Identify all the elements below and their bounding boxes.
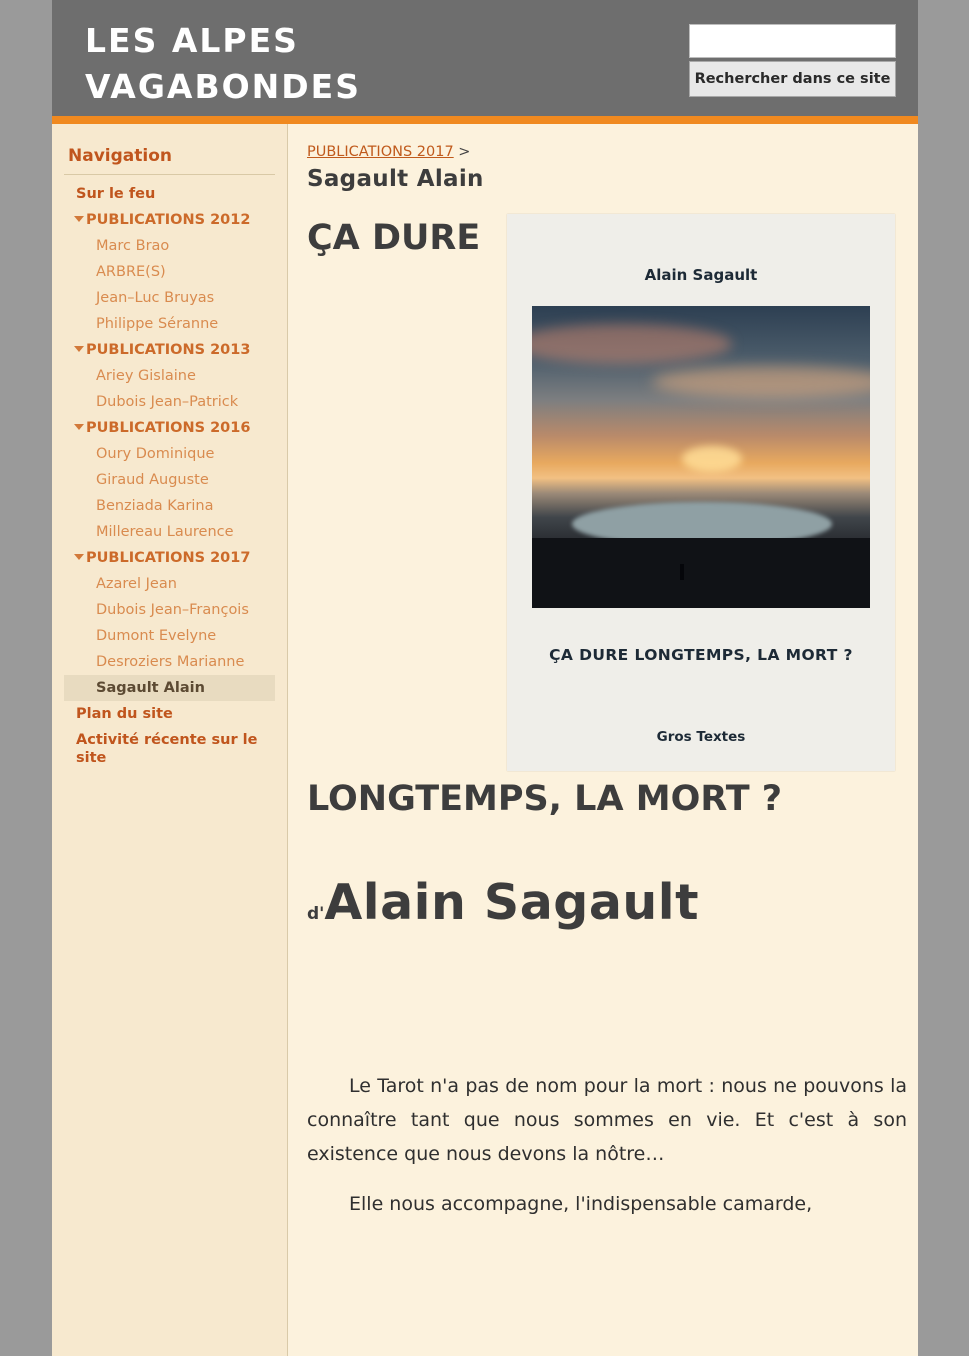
sidebar-item-label: Ariey Gislaine	[96, 368, 196, 384]
article-paragraph: Elle nous accompagne, l'indispensable camarde,	[349, 1193, 813, 1215]
cover-publisher: Gros Textes	[656, 729, 746, 745]
sidebar-item-label: PUBLICATIONS 2013	[86, 342, 251, 358]
breadcrumb-link-publications-2017[interactable]: PUBLICATIONS 2017	[307, 144, 454, 160]
book-cover-image	[507, 214, 895, 771]
site-title	[85, 18, 605, 110]
author-prefix: d'	[307, 904, 325, 924]
chevron-down-icon[interactable]	[74, 554, 84, 560]
sidebar-item-label: Benziada Karina	[96, 498, 214, 514]
sidebar-item-dumont-evelyne[interactable]	[64, 623, 275, 649]
breadcrumb	[307, 144, 900, 160]
sidebar-nav-list	[64, 181, 275, 771]
sidebar-item-marc-brao[interactable]	[64, 233, 275, 259]
sidebar-item-label: PUBLICATIONS 2012	[86, 212, 251, 228]
sidebar-item-label: ARBRE(S)	[96, 264, 166, 280]
chevron-down-icon[interactable]	[74, 346, 84, 352]
cover-artwork	[532, 306, 870, 608]
sidebar-item-label: PUBLICATIONS 2016	[86, 420, 251, 436]
sidebar-item-publications-2013[interactable]	[64, 337, 275, 363]
sidebar-item-sagault-alain[interactable]	[64, 675, 275, 701]
sidebar-item-label: Millereau Laurence	[96, 524, 234, 540]
sidebar-item-millereau-laurence[interactable]	[64, 519, 275, 545]
sidebar-item-publications-2012[interactable]	[64, 207, 275, 233]
sidebar-item-ariey-gislaine[interactable]	[64, 363, 275, 389]
site-title-line-2: VAGABONDES	[85, 67, 361, 106]
sidebar-item-label: Plan du site	[76, 706, 173, 722]
content-area	[52, 124, 918, 1356]
sidebar-item-label: Dubois Jean–Patrick	[96, 394, 239, 410]
sidebar-item-dubois-jean-patrick[interactable]	[64, 389, 275, 415]
article-title-part-1: ÇA DURE	[307, 218, 481, 258]
sidebar-item-benziada-karina[interactable]	[64, 493, 275, 519]
search-button[interactable]: Rechercher dans ce site	[689, 61, 896, 97]
article-body	[307, 1069, 907, 1237]
article-title-part-2: LONGTEMPS, LA MORT ?	[307, 779, 783, 819]
sidebar-item-label: PUBLICATIONS 2017	[86, 550, 251, 566]
sidebar-item-desroziers-marianne[interactable]	[64, 649, 275, 675]
search-input[interactable]	[689, 24, 896, 58]
article-block	[307, 214, 907, 1215]
sidebar-item-publications-2016[interactable]	[64, 415, 275, 441]
sidebar-item-label: Dumont Evelyne	[96, 628, 217, 644]
sidebar-item-label: Giraud Auguste	[96, 472, 209, 488]
sidebar-item-sur-le-feu[interactable]	[64, 181, 275, 207]
sidebar-item-label: Sagault Alain	[96, 680, 205, 696]
sidebar-item-philippe-s-ranne[interactable]	[64, 311, 275, 337]
page-title: Sagault Alain	[307, 166, 484, 192]
breadcrumb-separator: >	[458, 144, 471, 160]
author-name: Alain Sagault	[324, 874, 699, 931]
article-paragraph: Le Tarot n'a pas de nom pour la mort : nous ne pouvons la connaître tant que nous sommes en vie. Et c'est à son existence que nous devons la nôtre…	[307, 1075, 907, 1165]
sidebar-item-label: Oury Dominique	[96, 446, 215, 462]
cover-author: Alain Sagault	[644, 266, 758, 284]
sidebar-heading: Navigation	[64, 146, 275, 175]
sidebar-item-label: Dubois Jean–François	[96, 602, 249, 618]
sidebar	[52, 124, 288, 1356]
sidebar-item-azarel-jean[interactable]	[64, 571, 275, 597]
sidebar-item-activit-r-cente-sur-le-site[interactable]	[64, 727, 275, 771]
chevron-down-icon[interactable]	[74, 424, 84, 430]
sidebar-item-plan-du-site[interactable]	[64, 701, 275, 727]
accent-bar	[52, 116, 918, 124]
site-header	[52, 0, 918, 116]
sidebar-item-arbre-s[interactable]	[64, 259, 275, 285]
main-column	[289, 124, 918, 1356]
sidebar-item-label: Sur le feu	[76, 186, 156, 202]
sidebar-item-label: Marc Brao	[96, 238, 170, 254]
sidebar-item-dubois-jean-fran-ois[interactable]	[64, 597, 275, 623]
article-author	[307, 874, 907, 931]
sidebar-item-label: Azarel Jean	[96, 576, 177, 592]
sidebar-item-publications-2017[interactable]	[64, 545, 275, 571]
site-title-line-1: LES ALPES	[85, 21, 299, 60]
sidebar-item-label: Activité récente sur le site	[76, 732, 258, 766]
sidebar-item-label: Desroziers Marianne	[96, 654, 245, 670]
cover-title: ÇA DURE LONGTEMPS, LA MORT ?	[549, 646, 853, 664]
sidebar-item-label: Philippe Séranne	[96, 316, 219, 332]
sidebar-item-jean-luc-bruyas[interactable]	[64, 285, 275, 311]
sidebar-item-giraud-auguste[interactable]	[64, 467, 275, 493]
sidebar-item-oury-dominique[interactable]	[64, 441, 275, 467]
sidebar-item-label: Jean–Luc Bruyas	[96, 290, 215, 306]
chevron-down-icon[interactable]	[74, 216, 84, 222]
